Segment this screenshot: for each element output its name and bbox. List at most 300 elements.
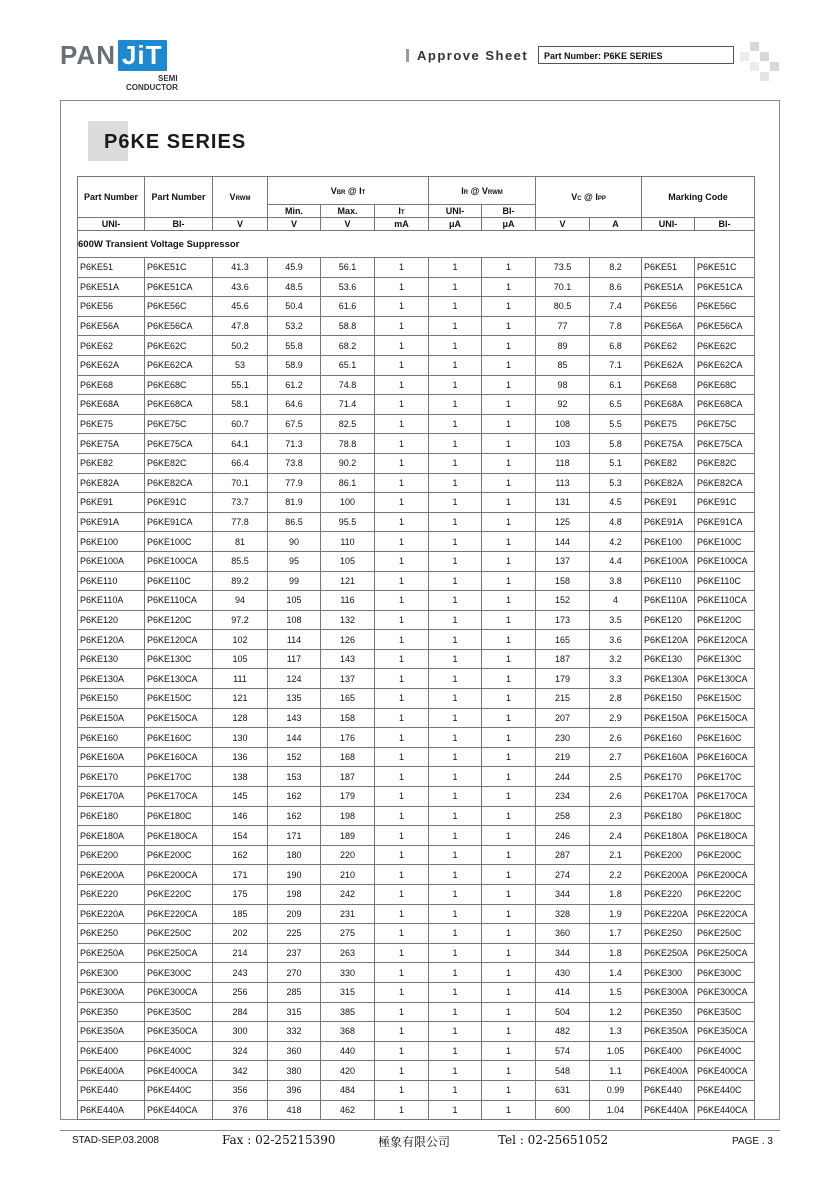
cell-marking-bi: P6KE350CA: [695, 1022, 755, 1042]
cell-part-bi: P6KE56C: [145, 297, 213, 317]
cell-marking-uni: P6KE110A: [642, 591, 695, 611]
cell-vc: 125: [536, 512, 590, 532]
cell-ir-uni: 1: [429, 414, 482, 434]
cell-marking-uni: P6KE170A: [642, 787, 695, 807]
cell-vbr-max: 100: [321, 493, 375, 513]
cell-ipp: 1.2: [590, 1002, 642, 1022]
table-row: [78, 845, 755, 865]
cell-vbr-max: 137: [321, 669, 375, 689]
cell-vbr-max: 56.1: [321, 258, 375, 278]
cell-ir-uni: 1: [429, 708, 482, 728]
cell-part-bi: P6KE100CA: [145, 551, 213, 571]
cell-ir-bi: 1: [482, 649, 536, 669]
cell-vbr-min: 48.5: [268, 277, 321, 297]
cell-marking-bi: P6KE200CA: [695, 865, 755, 885]
cell-vbr-min: 90: [268, 532, 321, 552]
cell-it: 1: [375, 336, 429, 356]
cell-vbr-min: 198: [268, 885, 321, 905]
cell-ir-bi: 1: [482, 473, 536, 493]
unit-v: V: [536, 218, 590, 231]
footer-company: 極象有限公司: [378, 1135, 451, 1149]
cell-marking-bi: P6KE300CA: [695, 982, 755, 1002]
cell-vbr-max: 132: [321, 610, 375, 630]
table-row: [78, 963, 755, 983]
cell-ir-bi: 1: [482, 355, 536, 375]
cell-part-bi: P6KE160C: [145, 728, 213, 748]
cell-marking-bi: P6KE62C: [695, 336, 755, 356]
cell-ir-uni: 1: [429, 787, 482, 807]
table-row: [78, 414, 755, 434]
cell-ir-uni: 1: [429, 826, 482, 846]
cell-marking-uni: P6KE300A: [642, 982, 695, 1002]
cell-ipp: 4.4: [590, 551, 642, 571]
cell-it: 1: [375, 258, 429, 278]
cell-vrwm: 81: [213, 532, 268, 552]
unit-marking-uni: UNI-: [642, 218, 695, 231]
cell-vc: 207: [536, 708, 590, 728]
cell-vbr-max: 168: [321, 747, 375, 767]
cell-part-bi: P6KE440CA: [145, 1100, 213, 1120]
table-row: [78, 453, 755, 473]
cell-part-bi: P6KE120C: [145, 610, 213, 630]
table-row: [78, 316, 755, 336]
table-row: [78, 943, 755, 963]
cell-vc: 287: [536, 845, 590, 865]
cell-vc: 152: [536, 591, 590, 611]
cell-vrwm: 356: [213, 1080, 268, 1100]
unit-ua: μA: [482, 218, 536, 231]
cell-vbr-min: 360: [268, 1041, 321, 1061]
cell-marking-bi: P6KE220CA: [695, 904, 755, 924]
cell-part-uni: P6KE170A: [78, 787, 145, 807]
cell-it: 1: [375, 845, 429, 865]
cell-vbr-max: 484: [321, 1080, 375, 1100]
cell-vbr-max: 71.4: [321, 395, 375, 415]
cell-it: 1: [375, 297, 429, 317]
cell-vrwm: 146: [213, 806, 268, 826]
table-row: [78, 551, 755, 571]
cell-vc: 504: [536, 1002, 590, 1022]
cell-part-bi: P6KE82C: [145, 453, 213, 473]
cell-ir-bi: 1: [482, 924, 536, 944]
table-row: [78, 434, 755, 454]
approve-sheet-label: [406, 46, 528, 64]
cell-vbr-max: 275: [321, 924, 375, 944]
cell-vbr-max: 95.5: [321, 512, 375, 532]
cell-vc: 258: [536, 806, 590, 826]
logo-sub-conductor: CONDUCTOR: [126, 83, 178, 92]
cell-part-bi: P6KE200CA: [145, 865, 213, 885]
cell-vc: 144: [536, 532, 590, 552]
cell-vrwm: 105: [213, 649, 268, 669]
cell-vbr-min: 117: [268, 649, 321, 669]
cell-vc: 158: [536, 571, 590, 591]
cell-vrwm: 47.8: [213, 316, 268, 336]
cell-ir-bi: 1: [482, 395, 536, 415]
cell-vrwm: 50.2: [213, 336, 268, 356]
cell-part-bi: P6KE300C: [145, 963, 213, 983]
cell-part-bi: P6KE62CA: [145, 355, 213, 375]
cell-vrwm: 243: [213, 963, 268, 983]
cell-vbr-max: 165: [321, 689, 375, 709]
table-row: [78, 826, 755, 846]
cell-vbr-min: 45.9: [268, 258, 321, 278]
panjit-logo: [60, 34, 190, 90]
cell-marking-uni: P6KE91A: [642, 512, 695, 532]
cell-ipp: 2.2: [590, 865, 642, 885]
cell-part-bi: P6KE56CA: [145, 316, 213, 336]
cell-vrwm: 376: [213, 1100, 268, 1120]
cell-vc: 246: [536, 826, 590, 846]
cell-marking-bi: P6KE75CA: [695, 434, 755, 454]
header-part-number-bi: Part Number: [145, 177, 213, 218]
cell-ir-uni: 1: [429, 512, 482, 532]
cell-vbr-min: 143: [268, 708, 321, 728]
cell-marking-bi: P6KE400CA: [695, 1061, 755, 1081]
cell-ir-uni: 1: [429, 689, 482, 709]
cell-part-bi: P6KE91C: [145, 493, 213, 513]
table-row: [78, 767, 755, 787]
footer-tel: Tel : 02-25651052: [498, 1133, 609, 1147]
cell-part-uni: P6KE160A: [78, 747, 145, 767]
cell-part-bi: P6KE130C: [145, 649, 213, 669]
cell-vrwm: 41.3: [213, 258, 268, 278]
cell-it: 1: [375, 708, 429, 728]
cell-vbr-max: 385: [321, 1002, 375, 1022]
cell-marking-uni: P6KE51: [642, 258, 695, 278]
cell-ir-uni: 1: [429, 571, 482, 591]
cell-ir-bi: 1: [482, 316, 536, 336]
cell-vc: 70.1: [536, 277, 590, 297]
cell-it: 1: [375, 1022, 429, 1042]
cell-vrwm: 53: [213, 355, 268, 375]
cell-ir-uni: 1: [429, 806, 482, 826]
cell-marking-bi: P6KE68C: [695, 375, 755, 395]
cell-ir-bi: 1: [482, 414, 536, 434]
cell-it: 1: [375, 1002, 429, 1022]
cell-vbr-min: 81.9: [268, 493, 321, 513]
cell-ir-bi: 1: [482, 434, 536, 454]
cell-ir-uni: 1: [429, 258, 482, 278]
cell-ir-bi: 1: [482, 885, 536, 905]
cell-vrwm: 256: [213, 982, 268, 1002]
cell-marking-uni: P6KE100: [642, 532, 695, 552]
table-row: [78, 473, 755, 493]
cell-vbr-min: 95: [268, 551, 321, 571]
cell-vc: 344: [536, 885, 590, 905]
table-row: [78, 865, 755, 885]
cell-it: 1: [375, 493, 429, 513]
cell-part-bi: P6KE350C: [145, 1002, 213, 1022]
cell-vbr-min: 67.5: [268, 414, 321, 434]
cell-vbr-max: 176: [321, 728, 375, 748]
table-row: [78, 904, 755, 924]
cell-it: 1: [375, 689, 429, 709]
cell-part-bi: P6KE51C: [145, 258, 213, 278]
cell-vbr-min: 64.6: [268, 395, 321, 415]
cell-marking-bi: P6KE91C: [695, 493, 755, 513]
cell-part-bi: P6KE100C: [145, 532, 213, 552]
table-row: [78, 1002, 755, 1022]
cell-marking-uni: P6KE130: [642, 649, 695, 669]
cell-vbr-max: 74.8: [321, 375, 375, 395]
table-row: [78, 532, 755, 552]
cell-it: 1: [375, 728, 429, 748]
cell-part-uni: P6KE440A: [78, 1100, 145, 1120]
cell-vbr-max: 198: [321, 806, 375, 826]
cell-marking-bi: P6KE300C: [695, 963, 755, 983]
cell-vc: 414: [536, 982, 590, 1002]
unit-uni: UNI-: [78, 218, 145, 231]
cell-ipp: 7.1: [590, 355, 642, 375]
cell-marking-uni: P6KE62: [642, 336, 695, 356]
cell-it: 1: [375, 963, 429, 983]
cell-vbr-min: 124: [268, 669, 321, 689]
cell-part-bi: P6KE120CA: [145, 630, 213, 650]
cell-ipp: 4.2: [590, 532, 642, 552]
cell-ir-bi: 1: [482, 1080, 536, 1100]
cell-part-bi: P6KE62C: [145, 336, 213, 356]
cell-ir-uni: 1: [429, 728, 482, 748]
cell-ir-bi: 1: [482, 532, 536, 552]
cell-ir-uni: 1: [429, 904, 482, 924]
cell-ipp: 1.1: [590, 1061, 642, 1081]
cell-marking-uni: P6KE440: [642, 1080, 695, 1100]
cell-vbr-max: 368: [321, 1022, 375, 1042]
cell-ipp: 1.05: [590, 1041, 642, 1061]
cell-vbr-min: 153: [268, 767, 321, 787]
cell-vrwm: 171: [213, 865, 268, 885]
cell-marking-bi: P6KE250C: [695, 924, 755, 944]
cell-ir-uni: 1: [429, 473, 482, 493]
cell-ir-uni: 1: [429, 943, 482, 963]
cell-marking-uni: P6KE180: [642, 806, 695, 826]
cell-it: 1: [375, 669, 429, 689]
cell-it: 1: [375, 1041, 429, 1061]
cell-part-bi: P6KE68C: [145, 375, 213, 395]
cell-ir-bi: 1: [482, 1061, 536, 1081]
cell-part-uni: P6KE130: [78, 649, 145, 669]
cell-part-bi: P6KE110CA: [145, 591, 213, 611]
cell-marking-uni: P6KE440A: [642, 1100, 695, 1120]
cell-vbr-max: 116: [321, 591, 375, 611]
cell-marking-uni: P6KE91: [642, 493, 695, 513]
cell-ir-bi: 1: [482, 806, 536, 826]
cell-ir-bi: 1: [482, 728, 536, 748]
page-title: P6KE SERIES: [104, 131, 247, 153]
cell-it: 1: [375, 453, 429, 473]
footer-divider: [60, 1130, 780, 1131]
header-part-number-uni: Part Number: [78, 177, 145, 218]
table-row: [78, 708, 755, 728]
cell-ir-bi: 1: [482, 277, 536, 297]
unit-ua: μA: [429, 218, 482, 231]
cell-vbr-max: 86.1: [321, 473, 375, 493]
cell-vbr-max: 65.1: [321, 355, 375, 375]
cell-ir-bi: 1: [482, 258, 536, 278]
cell-vc: 73.5: [536, 258, 590, 278]
cell-vc: 574: [536, 1041, 590, 1061]
cell-vrwm: 324: [213, 1041, 268, 1061]
cell-marking-uni: P6KE62A: [642, 355, 695, 375]
cell-ir-bi: 1: [482, 767, 536, 787]
cell-vrwm: 55.1: [213, 375, 268, 395]
table-row: [78, 669, 755, 689]
cell-part-uni: P6KE51A: [78, 277, 145, 297]
cell-marking-uni: P6KE400: [642, 1041, 695, 1061]
header-ir-bi: BI-: [482, 205, 536, 218]
cell-ir-bi: 1: [482, 708, 536, 728]
cell-vbr-max: 263: [321, 943, 375, 963]
cell-marking-uni: P6KE200: [642, 845, 695, 865]
cell-vc: 360: [536, 924, 590, 944]
cell-vbr-min: 332: [268, 1022, 321, 1042]
cell-vrwm: 77.8: [213, 512, 268, 532]
cell-part-bi: P6KE180C: [145, 806, 213, 826]
cell-vc: 165: [536, 630, 590, 650]
cell-vrwm: 145: [213, 787, 268, 807]
cell-marking-uni: P6KE220: [642, 885, 695, 905]
cell-marking-uni: P6KE400A: [642, 1061, 695, 1081]
table-row: [78, 277, 755, 297]
cell-ipp: 3.5: [590, 610, 642, 630]
cell-part-uni: P6KE100A: [78, 551, 145, 571]
cell-vrwm: 45.6: [213, 297, 268, 317]
table-row: [78, 375, 755, 395]
cell-it: 1: [375, 591, 429, 611]
cell-vrwm: 102: [213, 630, 268, 650]
cell-vrwm: 73.7: [213, 493, 268, 513]
cell-marking-uni: P6KE82A: [642, 473, 695, 493]
cell-marking-uni: P6KE75: [642, 414, 695, 434]
cell-vbr-max: 143: [321, 649, 375, 669]
cell-ir-uni: 1: [429, 316, 482, 336]
cell-vrwm: 60.7: [213, 414, 268, 434]
cell-part-bi: P6KE75C: [145, 414, 213, 434]
cell-it: 1: [375, 787, 429, 807]
cell-vbr-min: 418: [268, 1100, 321, 1120]
cell-part-bi: P6KE400CA: [145, 1061, 213, 1081]
cell-it: 1: [375, 924, 429, 944]
cell-part-uni: P6KE220: [78, 885, 145, 905]
cell-vc: 234: [536, 787, 590, 807]
footer-date: STAD-SEP.03.2008: [72, 1135, 159, 1146]
cell-vrwm: 138: [213, 767, 268, 787]
cell-vbr-max: 189: [321, 826, 375, 846]
cell-marking-uni: P6KE56A: [642, 316, 695, 336]
cell-ir-bi: 1: [482, 297, 536, 317]
part-number-box: Part Number: P6KE SERIES: [538, 46, 734, 64]
header-ir-uni: UNI-: [429, 205, 482, 218]
cell-part-bi: P6KE170CA: [145, 787, 213, 807]
cell-ir-bi: 1: [482, 845, 536, 865]
cell-ipp: 5.1: [590, 453, 642, 473]
cell-vbr-max: 242: [321, 885, 375, 905]
cell-vrwm: 300: [213, 1022, 268, 1042]
cell-it: 1: [375, 512, 429, 532]
cell-marking-bi: P6KE440CA: [695, 1100, 755, 1120]
logo-sub-semi: SEMI: [158, 74, 178, 83]
cell-part-bi: P6KE300CA: [145, 982, 213, 1002]
cell-marking-uni: P6KE150: [642, 689, 695, 709]
cell-ir-bi: 1: [482, 787, 536, 807]
cell-marking-uni: P6KE120: [642, 610, 695, 630]
cell-marking-bi: P6KE130C: [695, 649, 755, 669]
cell-vbr-max: 420: [321, 1061, 375, 1081]
table-row: [78, 512, 755, 532]
cell-ir-uni: 1: [429, 924, 482, 944]
cell-vrwm: 128: [213, 708, 268, 728]
cell-vbr-min: 315: [268, 1002, 321, 1022]
cell-vbr-min: 162: [268, 787, 321, 807]
cell-marking-bi: P6KE250CA: [695, 943, 755, 963]
cell-ir-bi: 1: [482, 904, 536, 924]
cell-part-uni: P6KE120: [78, 610, 145, 630]
header-marking-code: Marking Code: [642, 177, 755, 218]
cell-vrwm: 85.5: [213, 551, 268, 571]
cell-marking-bi: P6KE51CA: [695, 277, 755, 297]
cell-part-uni: P6KE62A: [78, 355, 145, 375]
unit-marking-bi: BI-: [695, 218, 755, 231]
cell-vc: 219: [536, 747, 590, 767]
approve-sheet-text: Approve Sheet: [417, 47, 529, 63]
cell-marking-uni: P6KE200A: [642, 865, 695, 885]
cell-ir-uni: 1: [429, 336, 482, 356]
table-row: [78, 630, 755, 650]
unit-v: V: [213, 218, 268, 231]
cell-part-uni: P6KE200A: [78, 865, 145, 885]
cell-vbr-max: 220: [321, 845, 375, 865]
table-row: [78, 982, 755, 1002]
cell-marking-uni: P6KE250: [642, 924, 695, 944]
cell-part-uni: P6KE150A: [78, 708, 145, 728]
table-row: [78, 297, 755, 317]
cell-part-uni: P6KE56: [78, 297, 145, 317]
header-vbr-it: VBR @ IT: [268, 177, 429, 205]
cell-ipp: 1.5: [590, 982, 642, 1002]
cell-ir-uni: 1: [429, 1022, 482, 1042]
spec-table: [77, 176, 755, 1120]
cell-vrwm: 121: [213, 689, 268, 709]
table-row: [78, 336, 755, 356]
cell-ipp: 1.4: [590, 963, 642, 983]
cell-ir-bi: 1: [482, 865, 536, 885]
cell-it: 1: [375, 610, 429, 630]
cell-ipp: 8.2: [590, 258, 642, 278]
cell-ipp: 4: [590, 591, 642, 611]
cell-part-uni: P6KE440: [78, 1080, 145, 1100]
cell-marking-bi: P6KE75C: [695, 414, 755, 434]
cell-ir-uni: 1: [429, 963, 482, 983]
cell-vc: 600: [536, 1100, 590, 1120]
header-max: Max.: [321, 205, 375, 218]
cell-vc: 274: [536, 865, 590, 885]
cell-ipp: 2.7: [590, 747, 642, 767]
cell-ir-uni: 1: [429, 297, 482, 317]
cell-part-uni: P6KE400A: [78, 1061, 145, 1081]
table-row: [78, 787, 755, 807]
cell-vbr-min: 105: [268, 591, 321, 611]
cell-part-bi: P6KE220C: [145, 885, 213, 905]
cell-part-uni: P6KE400: [78, 1041, 145, 1061]
footer-fax: Fax : 02-25215390: [222, 1133, 336, 1147]
cell-ipp: 1.8: [590, 943, 642, 963]
cell-marking-bi: P6KE56CA: [695, 316, 755, 336]
unit-ma: mA: [375, 218, 429, 231]
cell-marking-uni: P6KE68: [642, 375, 695, 395]
cell-it: 1: [375, 1100, 429, 1120]
cell-marking-uni: P6KE250A: [642, 943, 695, 963]
